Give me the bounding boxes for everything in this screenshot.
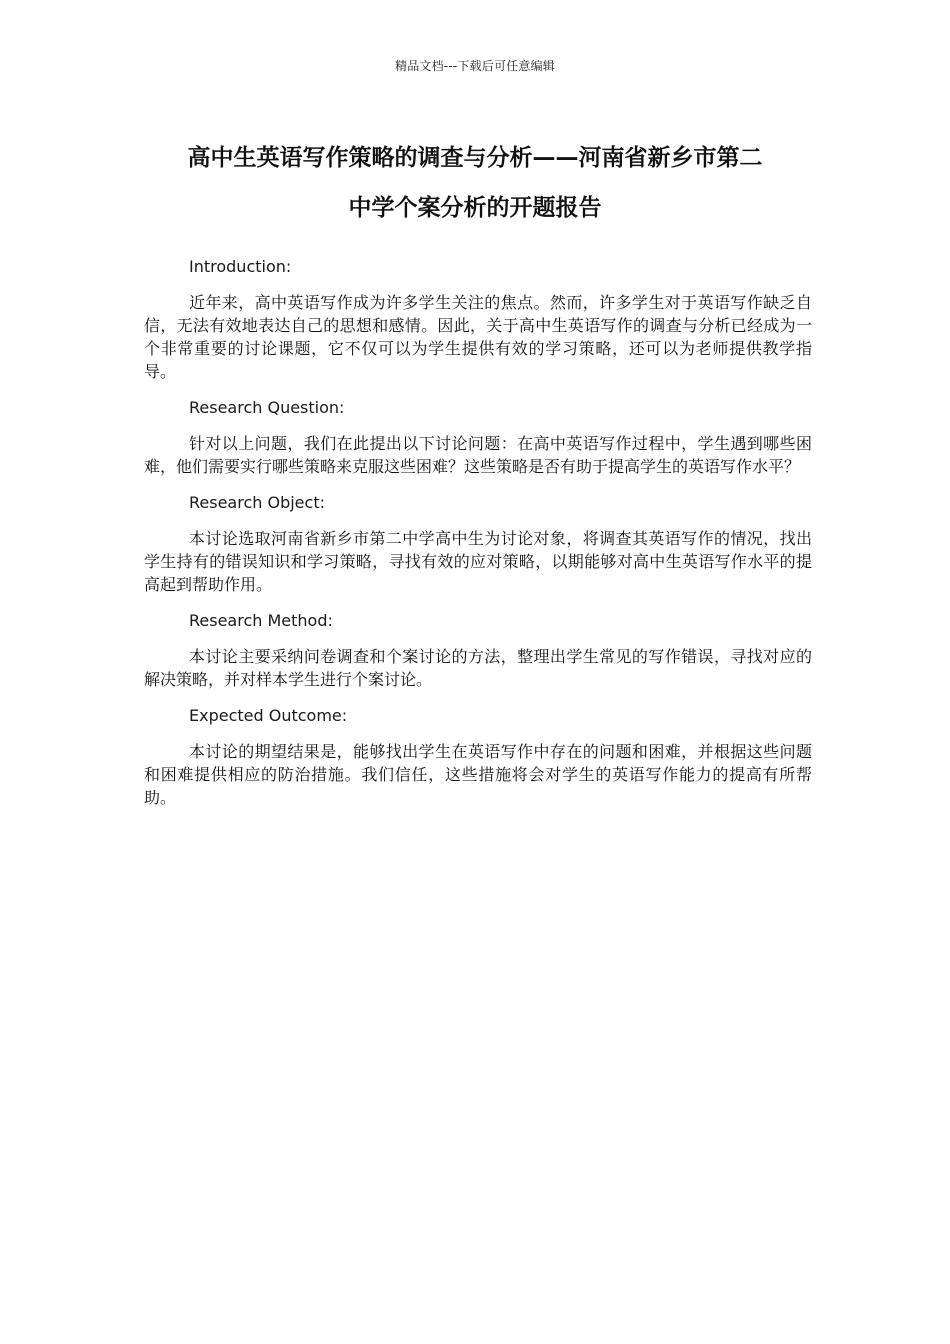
document-title-line-1: 高中生英语写作策略的调查与分析——河南省新乡市第二 [187, 145, 763, 171]
section-paragraph: 本讨论的期望结果是，能够找出学生在英语写作中存在的问题和困难，并根据这些问题和困难提供相应的防治措施。我们信任，这些措施将会对学生的英语写作能力的提高有所帮助。 [144, 742, 812, 807]
document-title [130, 133, 820, 233]
document-title-line-2: 中学个案分析的开题报告 [348, 195, 602, 221]
section-introduction [144, 255, 812, 383]
section-research-question [144, 396, 812, 478]
section-heading: Research Method: [189, 611, 333, 630]
document-body [144, 255, 812, 822]
section-research-object [144, 491, 812, 596]
section-paragraph: 近年来，高中英语写作成为许多学生关注的焦点。然而，许多学生对于英语写作缺乏自信，无法有效地表达自己的思想和感情。因此，关于高中生英语写作的调查与分析已经成为一个非常重要的讨论课题，它不仅可以为学生提供有效的学习策略，还可以为老师提供教学指导。 [144, 293, 812, 381]
page-header: 精品文档---下载后可任意编辑 [395, 59, 555, 73]
section-paragraph: 本讨论选取河南省新乡市第二中学高中生为讨论对象，将调查其英语写作的情况，找出学生持有的错误知识和学习策略，寻找有效的应对策略，以期能够对高中生英语写作水平的提高起到帮助作用。 [144, 529, 812, 594]
section-heading: Research Object: [189, 493, 325, 512]
section-heading: Expected Outcome: [189, 706, 348, 725]
section-paragraph: 针对以上问题，我们在此提出以下讨论问题：在高中英语写作过程中，学生遇到哪些困难，他们需要实行哪些策略来克服这些困难？这些策略是否有助于提高学生的英语写作水平？ [144, 434, 812, 476]
section-heading: Research Question: [189, 398, 345, 417]
section-paragraph: 本讨论主要采纳问卷调查和个案讨论的方法，整理出学生常见的写作错误，寻找对应的解决策略，并对样本学生进行个案讨论。 [144, 647, 812, 689]
section-expected-outcome [144, 704, 812, 809]
section-research-method [144, 609, 812, 691]
section-heading: Introduction: [189, 257, 292, 276]
